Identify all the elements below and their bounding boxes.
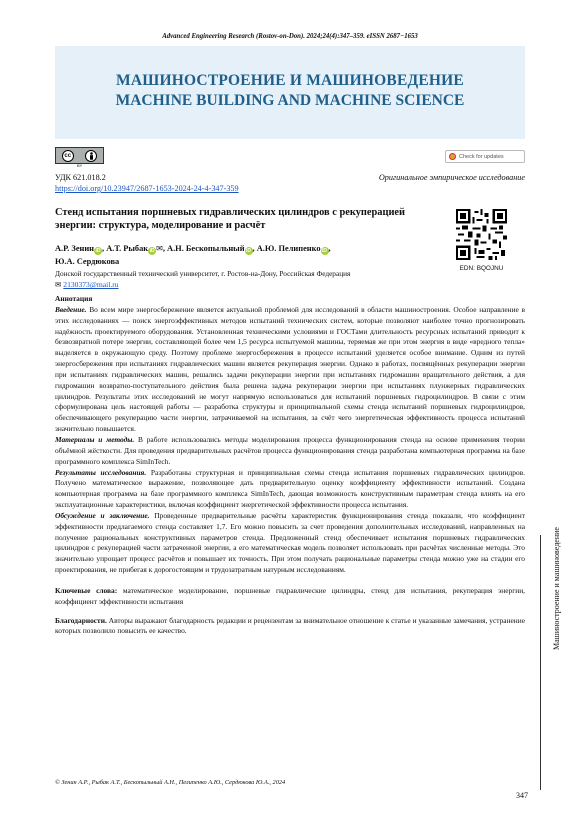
affiliation: Донской государственный технический университет, г. Ростов-на-Дону, Российская Федерация [55, 269, 351, 278]
corresponding-email [55, 280, 119, 289]
check-for-updates-button[interactable] [445, 150, 525, 163]
orcid-icon[interactable]: iD [322, 248, 328, 254]
author-name: А.Ю. Пелипенко [256, 244, 321, 253]
udk-code: УДК 621.018.2 [55, 173, 106, 182]
abstract-discussion: Обсуждение и заключение. Проведенные предварительные расчёты характеристик функционирования стенда показали, что коэффициент эффективности предлагаемого стенда составляет 1,7. Его можно повысить за счет проведения дополнительных исследований, направленных на получение рациональных конструктивных параметров стенда. Предложенный стенд обеспечивает испытания поршневых гидравлических цилиндров с рекуперацией части затраченной энергии, а его математическая модель позволяет использовать при расчётах численные методы. Это значительно упрощает процесс расчётов и повышает их точность. При этом получать рациональные параметры стенда можно уже на стадии его проектирования, не прибегая к дорогостоящим и трудозатратным натурным исследованиям. [55, 510, 525, 575]
check-for-updates-label: Check for updates [459, 153, 504, 160]
acknowledgements: Благодарности. Авторы выражают благодарность редакции и рецензентам за внимательное отношение к статье и указанные замечания, устранение которых позволило повысить ее качество. [55, 615, 525, 636]
article-type: Оригинальное эмпирическое исследование [378, 173, 525, 182]
orcid-icon[interactable]: iD [149, 248, 155, 254]
abstract-methods: Материалы и методы. В работе использовались методы моделирования процесса функционирования стенда на основе применения теории объёмной жёсткости. Для проведения предварительных расчётов процесса функционирования стенда разработана компьютерная программа на базе программного комплекса SimInTech. [55, 434, 525, 466]
edn-code: EDN: BQOJNU [459, 265, 504, 272]
crossmark-icon [449, 153, 456, 160]
abstract-intro: Введение. Во всем мире энергосбережение является актуальной проблемой для исследований в области машиностроения. Особое направление в этих исследованиях — поиск энергоэффективных методов испытаний технических систем, которые позволяют наиболее точно прогнозировать надёжность проектируемого оборудования. Установленная техническими условиями и ГОСТами длительность ресурсных испытаний приводит к безвозвратной потере энергии, составляющей более чем 1,5 ресурса испытуемой машины, теряемая же при этом энергия в виде «вредного тепла» выделяется в окружающую среду. Поэтому проблеме энергосбережения в процессе испытаний уделяется особое внимание. Одним из путей энергосбережения при испытаниях гидравлических машин является рекуперация энергии. Однако в работах, посвящённых рекуперации энергии при испытаниях гидравлических машин, решались задачи рекуперации энергии при испытаниях гидромашин вращательного действия, а для гидромашин возвратно-поступательного действия была решена задача рекуперации энергии при испытаниях плунжерных гидравлических цилиндров. Результаты этих исследований не могут напрямую использоваться для испытаний поршневых гидроцилиндров. В связи с этим сформулирована цель настоящей работы — разработка структуры и принципиальной схемы стенда испытаний поршневых гидроцилиндров, обеспечивающего рекуперацию части энергии, затрачиваемой на испытания, за счёт чего энергетическая эффективность процесса испытаний значительно повышается. [55, 304, 525, 434]
orcid-icon[interactable]: iD [95, 248, 101, 254]
license-by-label: BY [77, 163, 83, 168]
side-section-label: Машиностроение и машиноведение [552, 527, 561, 650]
qr-code-icon [456, 209, 507, 260]
page-number: 347 [516, 791, 528, 800]
author-name: А.Р. Зенин [55, 244, 95, 253]
author-name: А.Т. Рыбак [106, 244, 149, 253]
email-link[interactable]: 2130373@mail.ru [63, 280, 119, 289]
side-divider [540, 535, 541, 790]
doi-link[interactable]: https://doi.org/10.23947/2687-1653-2024-24-4-347-359 [55, 184, 239, 193]
envelope-icon[interactable]: ✉ [156, 244, 163, 253]
article-title: Стенд испытания поршневых гидравлических цилиндров с рекуперацией энергии: структура, моделирование и расчёт [55, 207, 406, 231]
person-icon [85, 150, 97, 162]
section-title-en: MACHINE BUILDING AND MACHINE SCIENCE [115, 92, 465, 109]
envelope-icon: ✉ [55, 280, 64, 289]
author-name: А.Н. Бескопыльный [167, 244, 245, 253]
orcid-icon[interactable]: iD [246, 248, 252, 254]
creative-commons-icon[interactable] [55, 147, 104, 164]
copyright: © Зенин А.Р., Рыбак А.Т., Бескопыльный А.Н., Пелипенко А.Ю., Сердюкова Ю.А., 2024 [55, 779, 286, 786]
section-banner [55, 46, 525, 139]
author-list: А.Р. Зенин iD , А.Т. Рыбак iD ✉, А.Н. Бескопыльный iD , А.Ю. Пелипенко iD , Ю.А. Сердюкова [55, 244, 331, 266]
cc-icon: cc [62, 150, 74, 162]
abstract-heading: Аннотация [55, 294, 93, 303]
abstract-results: Результаты исследования. Разработаны структурная и принципиальная схемы стенда испытания поршневых гидравлических цилиндров. Получено математическое выражение, позволяющее дать предварительную оценку коэффициенту эффективности испытаний. Создана компьютерная программа на базе программного комплекса SimInTech, дающая возможность конструктивным параметрам стенда влиять на его эксплуатационные характеристики, включая коэффициент энергетической эффективности процесса испытания. [55, 467, 525, 510]
section-title-ru: МАШИНОСТРОЕНИЕ И МАШИНОВЕДЕНИЕ [116, 72, 464, 89]
abstract [55, 294, 525, 637]
journal-header: Advanced Engineering Research (Rostov-on-Don). 2024;24(4):347–359. eISSN 2687−1653 [162, 33, 418, 40]
author-name: Ю.А. Сердюкова [55, 257, 120, 266]
keywords: Ключевые слова: математическое моделирование, поршневые гидравлические цилиндры, стенд для испытания, рекуперация энергии, коэффициент эффективности испытания [55, 585, 525, 606]
